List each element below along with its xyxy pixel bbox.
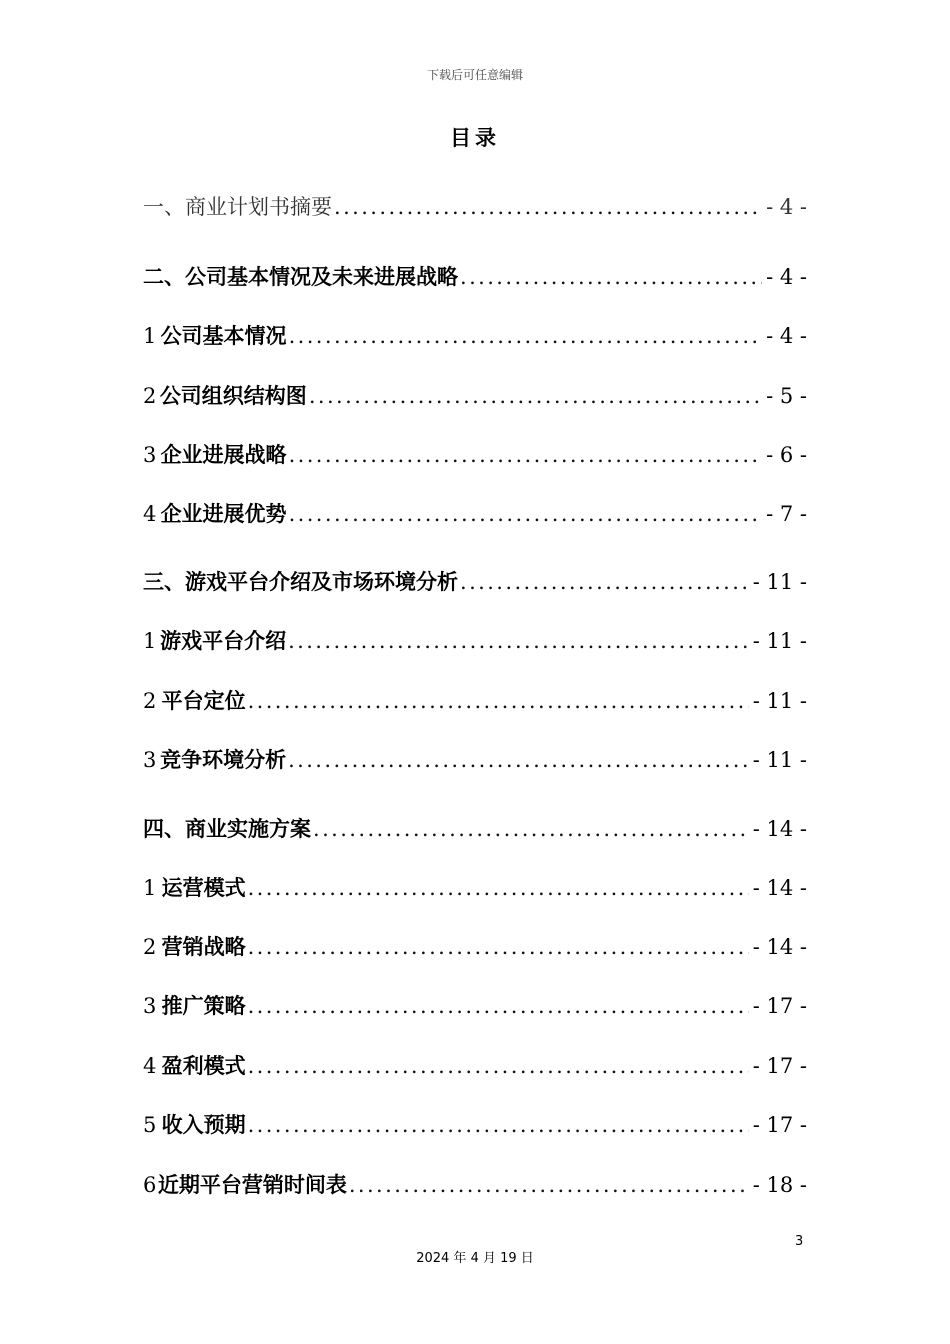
toc-leader-dots xyxy=(287,443,763,467)
toc-entry-2-1[interactable] xyxy=(143,320,807,350)
toc-entry-text: 推广策略 xyxy=(161,993,246,1018)
toc-entry-2-4[interactable] xyxy=(143,498,807,528)
header-note: 下载后可任意编辑 xyxy=(426,68,523,82)
toc-entry-text: 公司组织结构图 xyxy=(159,383,307,408)
toc-entry-text: 近期平台营销时间表 xyxy=(157,1172,347,1197)
toc-leader-dots xyxy=(458,265,762,289)
toc-entry-page: - 18 - xyxy=(752,1173,807,1197)
toc-entry-4-6[interactable] xyxy=(143,1169,807,1199)
toc-entry-text: 游戏平台介绍 xyxy=(160,628,287,653)
toc-leader-dots xyxy=(246,1054,749,1078)
toc-entry-number: 5 xyxy=(143,1113,157,1137)
toc-entry-number: 2 xyxy=(143,384,157,408)
toc-entry-3[interactable] xyxy=(143,566,807,596)
toc-entry-4-4[interactable] xyxy=(143,1050,807,1080)
page-number: 3 xyxy=(795,1234,804,1249)
toc-leader-dots xyxy=(287,502,763,526)
toc-entry-3-2[interactable] xyxy=(143,685,807,715)
toc-entry-page: - 14 - xyxy=(752,876,807,900)
toc-entry-page: - 14 - xyxy=(752,935,807,959)
toc-entry-text: 竞争环境分析 xyxy=(160,747,287,772)
toc-leader-dots xyxy=(286,748,749,772)
toc-entry-number: 2 xyxy=(143,935,157,959)
toc-entry-4-3[interactable] xyxy=(143,990,807,1020)
toc-entry-2[interactable] xyxy=(143,261,807,291)
toc-entry-page: - 17 - xyxy=(752,994,807,1018)
footer-date: 2024 年 4 月 19 日 xyxy=(416,1251,534,1266)
toc-leader-dots xyxy=(458,570,749,594)
toc-entry-number: 3 xyxy=(143,994,157,1018)
toc-leader-dots xyxy=(246,1113,749,1137)
toc-leader-dots xyxy=(246,876,749,900)
toc-entry-4-5[interactable] xyxy=(143,1109,807,1139)
toc-entry-text: 收入预期 xyxy=(161,1112,246,1137)
toc-entry-number: 4 xyxy=(143,502,157,526)
toc-entry-3-1[interactable] xyxy=(143,625,807,655)
toc-entry-text: 企业进展战略 xyxy=(160,442,287,467)
toc-entry-page: - 11 - xyxy=(752,629,807,653)
toc-entry-page: - 6 - xyxy=(766,443,807,467)
toc-leader-dots xyxy=(246,935,749,959)
toc-entry-page: - 5 - xyxy=(766,384,807,408)
toc-entry-page: - 14 - xyxy=(752,817,807,841)
toc-entry-text: 四、商业实施方案 xyxy=(143,816,311,841)
toc-entry-2-3[interactable] xyxy=(143,439,807,469)
toc-entry-4-2[interactable] xyxy=(143,931,807,961)
toc-entry-page: - 11 - xyxy=(752,689,807,713)
toc-leader-dots xyxy=(246,994,749,1018)
toc-title: 目录 xyxy=(450,125,500,150)
toc-entry-number: 2 xyxy=(143,689,157,713)
toc-leader-dots xyxy=(307,384,762,408)
toc-entry-text: 一、商业计划书摘要 xyxy=(143,195,332,219)
toc-entry-number: 1 xyxy=(143,876,157,900)
toc-entry-page: - 17 - xyxy=(752,1113,807,1137)
toc-leader-dots xyxy=(347,1173,749,1197)
toc-entry-text: 营销战略 xyxy=(161,934,246,959)
toc-entry-4-1[interactable] xyxy=(143,872,807,902)
toc-entry-text: 公司基本情况 xyxy=(160,323,287,348)
toc-leader-dots xyxy=(287,324,763,348)
toc-leader-dots xyxy=(286,629,749,653)
toc-entry-text: 盈利模式 xyxy=(161,1053,246,1078)
toc-leader-dots xyxy=(246,689,749,713)
toc-entry-text: 运营模式 xyxy=(161,875,246,900)
toc-entry-number: 6 xyxy=(143,1173,157,1197)
toc-entry-3-3[interactable] xyxy=(143,744,807,774)
toc-entry-2-2[interactable] xyxy=(143,380,807,410)
toc-entry-page: - 7 - xyxy=(766,502,807,526)
toc-entry-text: 三、游戏平台介绍及市场环境分析 xyxy=(143,569,458,594)
toc-entry-text: 二、公司基本情况及未来进展战略 xyxy=(143,264,458,289)
toc-entry-text: 平台定位 xyxy=(161,688,246,713)
toc-entry-text: 企业进展优势 xyxy=(160,501,287,526)
toc-entry-page: - 4 - xyxy=(766,265,807,289)
toc-leader-dots xyxy=(311,817,749,841)
toc-entry-number: 1 xyxy=(143,629,157,653)
toc-entry-page: - 4 - xyxy=(766,195,807,219)
toc-leader-dots xyxy=(332,195,762,219)
toc-entry-page: - 11 - xyxy=(752,570,807,594)
toc-entry-number: 4 xyxy=(143,1054,157,1078)
toc-entry-number: 1 xyxy=(143,324,157,348)
toc-entry-page: - 11 - xyxy=(752,748,807,772)
toc-entry-4[interactable] xyxy=(143,813,807,843)
toc-entry-page: - 17 - xyxy=(752,1054,807,1078)
toc-entry-number: 3 xyxy=(143,748,157,772)
toc-entry-number: 3 xyxy=(143,443,157,467)
toc-entry-1[interactable] xyxy=(143,191,807,221)
toc-entry-page: - 4 - xyxy=(766,324,807,348)
